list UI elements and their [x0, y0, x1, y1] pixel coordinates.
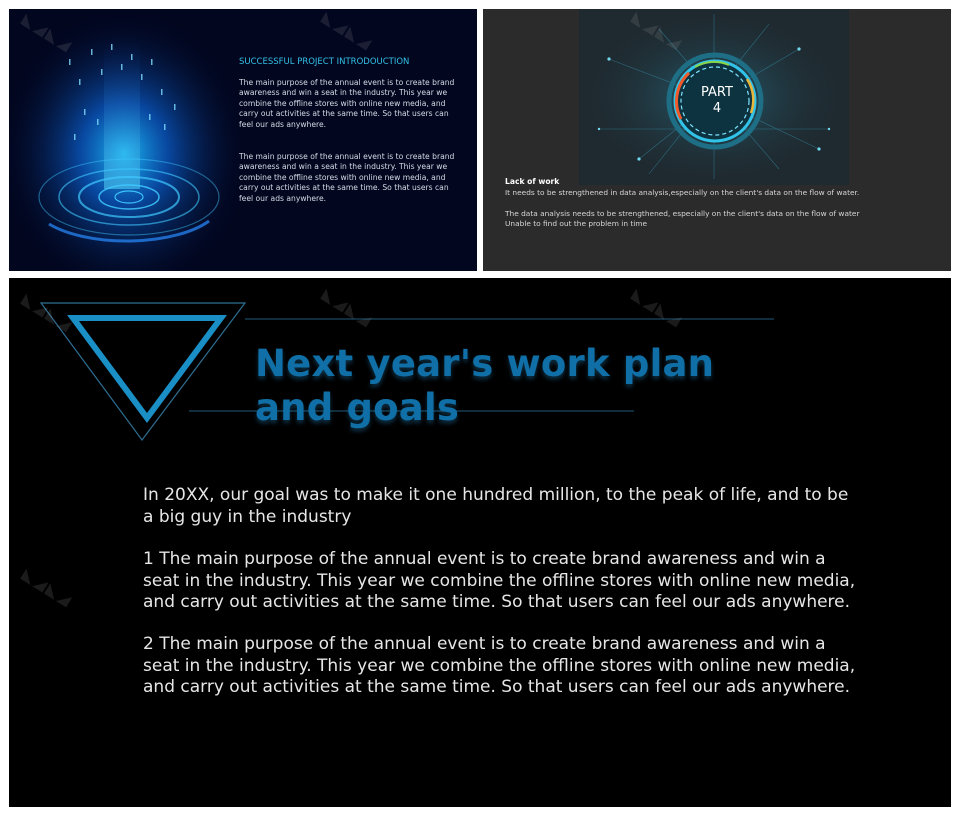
slide1-paragraph-2: The main purpose of the annual event is to create brand awareness and win a seat in the industry. This year we combine the offline stores with online new media, and carry out activities at the same time. So that users can feel our ads anywhere.: [239, 152, 455, 203]
slide2-line-3: Unable to find out the problem in time: [505, 219, 648, 228]
tech-glow-illustration: [9, 9, 239, 271]
slide2-line-2: The data analysis needs to be strengthened, especially on the client's data on the flow of water: [505, 209, 860, 218]
slide3-point-2: 2 The main purpose of the annual event is to create brand awareness and win a seat in the industry. This year we combine the offline stores with online new media, and carry out activities at the same time. So that users can feel our ads anywhere.: [143, 634, 856, 697]
slide2-heading: Lack of work: [505, 177, 560, 186]
slide-work-plan[interactable]: [9, 278, 951, 807]
part-number: 4: [712, 101, 722, 116]
slide3-goal-paragraph: In 20XX, our goal was to make it one hundred million, to the peak of life, and to be a big guy in the industry: [143, 485, 849, 527]
slide2-line-1: It needs to be strengthened in data analysis,especially on the client's data on the flow of water.: [505, 188, 860, 197]
slide-project-introduction[interactable]: [9, 9, 477, 271]
slide3-point-1: 1 The main purpose of the annual event is to create brand awareness and win a seat in the industry. This year we combine the offline stores with online new media, and carry out activities at the same time. So that users can feel our ads anywhere.: [143, 549, 856, 612]
part-label: PART: [701, 85, 733, 100]
slide1-title: SUCCESSFUL PROJECT INTRODOUCTION: [239, 57, 410, 67]
slide1-paragraph-1: The main purpose of the annual event is to create brand awareness and win a seat in the industry. This year we combine the offline stores with online new media, and carry out activities at the same time. So that users can feel our ads anywhere.: [239, 78, 455, 129]
slide3-title: Next year's work plan and goals: [255, 342, 715, 429]
slide-lack-of-work[interactable]: [483, 9, 951, 271]
part-badge: [685, 85, 749, 117]
